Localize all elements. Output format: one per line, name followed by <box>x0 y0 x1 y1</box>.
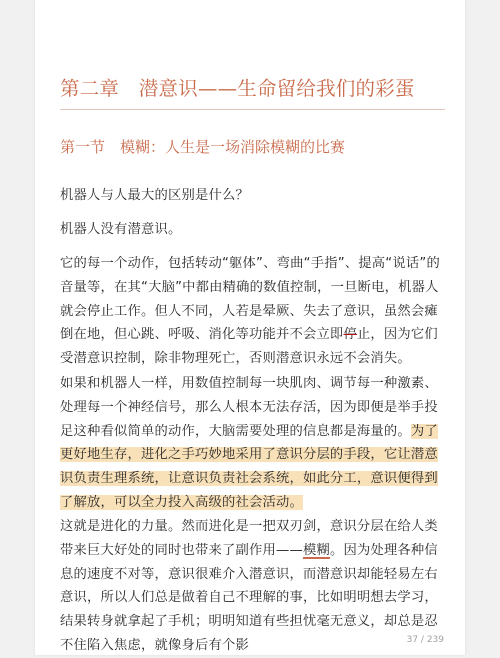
paragraph-text: 它的每一个动作，包括转动“躯体”、弯曲“手指”、提高“说话”的音量等，在其“大脑”中都由精确的数值控制，一旦断电，机器人就会停止工作。但人不同，人若是晕厥、失去了意识，虽然会瘫倒在地，但心跳、呼吸、消化等功能并不会立即 <box>60 256 440 343</box>
paragraph-robot-control <box>60 252 448 371</box>
paragraph-text: 。因为处理各种信息的速度不对等，意识很难介入潜意识，而潜意识却能轻易左右意识，所以人们总是做着自己不理解的事，比如明明想去学习，结果转身就拿起了手机；明明知道有些担忧毫无意义，却总是忍不住陷入焦虑，就像身后有个影 <box>60 542 438 653</box>
chapter-title: 第二章 潜意识——生命留给我们的彩蛋 <box>60 77 415 100</box>
section-title: 第一节 模糊：人生是一场消除模糊的比赛 <box>60 138 346 156</box>
underlined-keyword: 模糊 <box>302 542 330 558</box>
paragraph-text: 止，因为它们受潜意识控制，除非物理死亡，否则潜意识永远不会消失。 <box>60 327 438 367</box>
paragraph-text: 这就是进化的力量。然而进化是一把双刃剑，意识分层在给人类带来巨大好处的同时也带来了副作用—— <box>60 519 438 558</box>
paragraph-answer <box>60 218 448 242</box>
paragraph-consciousness-layers <box>60 372 448 515</box>
paragraph-text: 机器人没有潜意识。 <box>60 222 182 237</box>
paragraph-question <box>60 184 448 208</box>
paragraph-text: 如果和机器人一样，用数值控制每一块肌肉、调节每一种激素、处理每一个神经信号，那么人根本无法存活，因为即便是举手投足这种看似简单的动作，大脑需要处理的信息都是海量的。 <box>60 376 438 439</box>
page-number: 37 / 239 <box>406 635 444 645</box>
highlighted-text: 为了更好地生存，进化之手巧妙地采用了意识分层的手段，它让潜意识负责生理系统，让意识负责社会系统，如此分工，意识便得到了解放，可以全力投入高级的社会活动。 <box>60 423 438 510</box>
paragraph-text: 机器人与人最大的区别是什么？ <box>60 188 249 203</box>
struck-text: 停 <box>343 327 357 343</box>
paragraph-evolution-blur <box>60 515 448 658</box>
chapter-divider <box>60 109 445 110</box>
